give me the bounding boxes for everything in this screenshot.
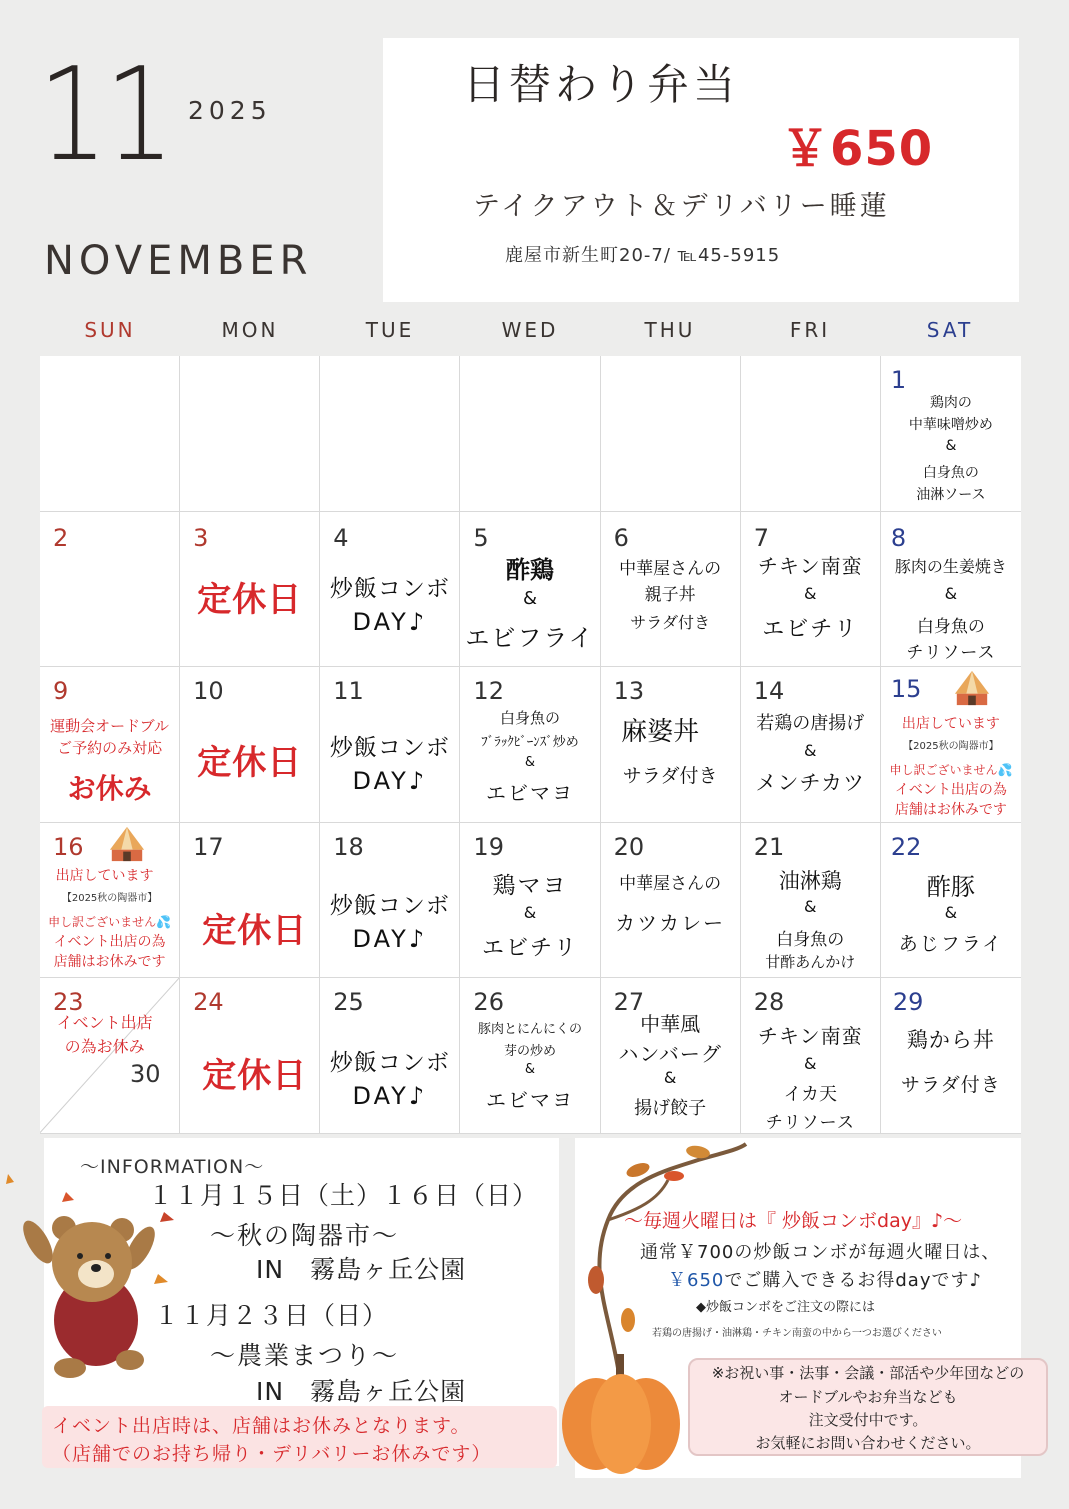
day-number: 13 — [613, 677, 645, 706]
day-number: 5 — [473, 523, 489, 552]
info-heading: ～INFORMATION～ — [80, 1156, 265, 1178]
tuesday-note: 若鶏の唐揚げ・油淋鶏・チキン南蛮の中から一つお選びください — [652, 1328, 942, 1339]
calendar-day-28 — [741, 978, 881, 1134]
order-notice-line: ※お祝い事・法事・会議・部活や少年団などの — [711, 1364, 1025, 1382]
menu-line: & — [944, 583, 958, 603]
calendar-cell-empty — [741, 356, 881, 512]
calendar-day-25 — [320, 978, 460, 1134]
event-line: 店舗はお休みです — [894, 802, 1007, 819]
menu-line: エビマヨ — [485, 781, 574, 806]
menu-line: & — [804, 741, 817, 761]
menu-line: チリソース — [765, 1113, 855, 1134]
calendar-day-8 — [881, 512, 1021, 668]
closed-label: 定休日 — [202, 910, 308, 951]
closed-label: 定休日 — [202, 1056, 308, 1097]
shop-name: テイクアウト＆デリバリー睡蓮 — [473, 191, 890, 222]
menu-line: & — [663, 1068, 677, 1088]
day-number: 29 — [892, 988, 924, 1017]
calendar-day-3 — [180, 512, 320, 668]
day-number: 9 — [53, 677, 69, 706]
menu-line: & — [804, 896, 817, 916]
day-number: 7 — [753, 523, 769, 552]
menu-line: サラダ付き — [622, 765, 718, 788]
calendar-day-10 — [180, 667, 320, 823]
notice-line: イベント出店 — [56, 1013, 153, 1033]
calendar-day-27 — [601, 978, 741, 1134]
day-number: 11 — [333, 677, 364, 706]
tuesday-note-text: ◆炒飯コンボをご注文の際には — [696, 1300, 875, 1315]
day-number: 12 — [473, 677, 504, 706]
notice-line: の為お休み — [64, 1037, 145, 1057]
menu-line: 鶏肉の — [929, 395, 972, 411]
day-number: 21 — [753, 832, 785, 861]
calendar-day-22 — [881, 823, 1021, 979]
calendar-cell-empty — [320, 356, 460, 512]
circus-tent-icon — [953, 669, 991, 707]
calendar-day-26 — [460, 978, 600, 1134]
menu-line: & — [944, 902, 958, 922]
tuesday-line-rest: でご購入できるお得dayです♪ — [724, 1270, 982, 1291]
menu-line: 炒飯コンボ — [329, 735, 450, 762]
menu-line: 麻婆丼 — [621, 717, 700, 748]
day-number: 15 — [890, 675, 922, 704]
tuesday-price: ￥650 — [668, 1270, 725, 1291]
weekday-sat: SAT — [926, 318, 974, 342]
calendar-day-14 — [741, 667, 881, 823]
notice-line: （店舗でのお持ち帰り・デリバリーお休みです） — [52, 1443, 492, 1465]
tuesday-note — [696, 1296, 875, 1315]
day-number: 14 — [753, 677, 785, 706]
menu-line: 豚肉とにんにくの — [477, 1022, 582, 1038]
weekday-mon: MON — [221, 318, 279, 342]
calendar-day-12 — [460, 667, 600, 823]
menu-line: 酢豚 — [926, 872, 975, 901]
menu-line: サラダ付き — [901, 1074, 1001, 1097]
menu-line: 中華味噌炒め — [908, 417, 993, 433]
day-number: 17 — [193, 832, 224, 861]
menu-line: ハンバーグ — [618, 1042, 722, 1067]
calendar-day-23-30 — [40, 978, 180, 1134]
menu-line: チキン南蛮 — [757, 1024, 863, 1049]
event1-name: ～秋の陶器市～ — [210, 1221, 400, 1250]
calendar-day-15 — [881, 667, 1021, 823]
day-number: 4 — [333, 523, 349, 552]
shop-address: 鹿屋市新生町20-7/ ℡45-5915 — [505, 245, 781, 266]
order-notice-line: オードブルやお弁当なども — [778, 1388, 958, 1406]
calendar-day-1 — [881, 356, 1021, 512]
event-line: 【2025秋の陶器市】 — [61, 892, 158, 904]
calendar-day-2 — [40, 512, 180, 668]
day-number: 24 — [193, 988, 224, 1017]
day-number: 6 — [613, 523, 629, 552]
weekday-thu: THU — [644, 318, 696, 342]
menu-line: & — [523, 902, 537, 922]
menu-line: 酢鶏 — [505, 555, 554, 584]
closed-label: 定休日 — [197, 743, 303, 784]
menu-line: 親子丼 — [644, 584, 696, 605]
menu-line: 芽の炒め — [503, 1044, 556, 1060]
menu-line: 中華風 — [640, 1012, 701, 1037]
day-number: 20 — [613, 832, 645, 861]
day-number: 3 — [193, 523, 209, 552]
menu-line: DAY♪ — [352, 924, 428, 953]
event1-date: １１月１５日（土）１６日（日） — [148, 1181, 539, 1210]
order-notice-line: お気軽にお問い合わせください。 — [755, 1434, 981, 1452]
menu-line: エビフライ — [465, 623, 595, 652]
calendar-day-24 — [180, 978, 320, 1134]
notice-line: ご予約のみ対応 — [57, 739, 163, 758]
circus-tent-icon — [108, 825, 146, 863]
menu-line: 白身魚の — [776, 929, 845, 950]
menu-line: 炒飯コンボ — [329, 892, 450, 919]
menu-line: & — [804, 1054, 817, 1074]
event2-name: ～農業まつり～ — [210, 1341, 400, 1370]
month-number: 11 — [38, 41, 172, 190]
day-number: 26 — [473, 988, 504, 1017]
year-label: 2025 — [188, 96, 272, 125]
day-number: 25 — [333, 988, 364, 1017]
notice-line: イベント出店時は、店舗はお休みとなります。 — [52, 1415, 471, 1437]
menu-line: 白身魚の — [922, 465, 979, 481]
event-line: 店舗はお休みです — [53, 953, 166, 970]
menu-line: メンチカツ — [755, 771, 866, 796]
event-line: 申し訳ございません💦 — [889, 763, 1013, 778]
calendar-day-5 — [460, 512, 600, 668]
event-line: イベント出店の為 — [53, 933, 166, 950]
tuesday-line: 通常￥700の炒飯コンボが毎週火曜日は、 — [640, 1242, 1001, 1263]
calendar-day-19 — [460, 823, 600, 979]
menu-line: 炒飯コンボ — [329, 1050, 450, 1077]
menu-line: DAY♪ — [352, 607, 428, 636]
day-number: 2 — [53, 523, 69, 552]
weekday-tue: TUE — [365, 318, 415, 342]
menu-line: 油淋鶏 — [778, 868, 842, 893]
calendar-day-9 — [40, 667, 180, 823]
event-line: イベント出店の為 — [894, 782, 1007, 799]
month-name: NOVEMBER — [44, 238, 313, 284]
menu-line: カツカレー — [615, 910, 726, 935]
autumn-leaf-icon — [0, 1172, 190, 1302]
calendar-day-11 — [320, 667, 460, 823]
menu-line: 中華屋さんの — [619, 558, 722, 579]
menu-line: 中華屋さんの — [619, 873, 722, 894]
menu-line: チリソース — [906, 642, 996, 663]
menu-line: & — [524, 1062, 536, 1078]
weekday-sun: SUN — [84, 318, 136, 342]
event-line: 出店しています — [901, 716, 1000, 733]
day-number: 28 — [753, 988, 785, 1017]
weekday-wed: WED — [501, 318, 559, 342]
event-line: 【2025秋の陶器市】 — [903, 741, 999, 753]
menu-line: イカ天 — [783, 1084, 837, 1106]
pumpkin-illustration — [556, 1352, 686, 1476]
day-number: 30 — [130, 1060, 161, 1089]
menu-line: エビマヨ — [485, 1088, 574, 1113]
closed-label: 定休日 — [197, 579, 303, 620]
menu-line: 若鶏の唐揚げ — [756, 713, 865, 735]
calendar-day-7 — [741, 512, 881, 668]
day-number: 27 — [613, 988, 645, 1017]
menu-title: 日替わり弁当 — [463, 60, 740, 109]
menu-line: 甘酢あんかけ — [765, 952, 856, 971]
calendar-cell-empty — [460, 356, 600, 512]
tuesday-heading: ～毎週火曜日は『 炒飯コンボday』♪～ — [624, 1210, 963, 1232]
menu-line: エビチリ — [762, 616, 859, 642]
event2-place: IN 霧島ヶ丘公園 — [256, 1377, 467, 1406]
calendar-day-21 — [741, 823, 881, 979]
closed-label: お休み — [67, 772, 152, 806]
day-number: 18 — [333, 832, 364, 861]
menu-line: & — [945, 438, 957, 454]
menu-line: 豚肉の生姜焼き — [894, 556, 1007, 576]
title-box — [383, 38, 1019, 302]
event1-place: IN 霧島ヶ丘公園 — [256, 1255, 467, 1284]
calendar-day-29 — [881, 978, 1021, 1134]
menu-line: エビチリ — [481, 935, 578, 961]
calendar-grid — [40, 356, 1021, 1134]
menu-line: & — [804, 583, 817, 603]
menu-line: DAY♪ — [352, 767, 428, 796]
event2-date: １１月２３日（日） — [154, 1301, 389, 1330]
menu-line: & — [522, 587, 538, 609]
menu-line: 鶏から丼 — [906, 1028, 995, 1053]
day-number: 1 — [890, 366, 907, 394]
menu-line: 揚げ餃子 — [634, 1098, 707, 1120]
event-line: 申し訳ございません💦 — [48, 914, 172, 929]
calendar-cell-empty — [40, 356, 180, 512]
menu-line: 油淋ソース — [916, 487, 986, 503]
event-line: 出店しています — [55, 867, 154, 884]
day-number: 16 — [53, 832, 84, 861]
weekday-fri: FRI — [789, 318, 831, 342]
calendar-day-16 — [40, 823, 180, 979]
day-number: 23 — [53, 988, 84, 1017]
tuesday-line — [668, 1266, 982, 1292]
calendar-cell-empty — [601, 356, 741, 512]
order-notice-line: 注文受付中です。 — [808, 1411, 928, 1429]
calendar-day-20 — [601, 823, 741, 979]
menu-line: ﾌﾞﾗｯｸﾋﾞｰﾝｽﾞ炒め — [481, 735, 579, 751]
calendar-day-17 — [180, 823, 320, 979]
notice-line: 運動会オードブル — [50, 717, 170, 736]
day-number: 22 — [890, 832, 922, 861]
day-number: 10 — [193, 677, 224, 706]
calendar-day-6 — [601, 512, 741, 668]
day-number: 19 — [473, 832, 504, 861]
calendar-day-18 — [320, 823, 460, 979]
menu-line: チキン南蛮 — [757, 553, 863, 578]
menu-line: DAY♪ — [352, 1082, 428, 1111]
calendar-day-13 — [601, 667, 741, 823]
menu-line: あじフライ — [898, 932, 1004, 955]
calendar-day-4 — [320, 512, 460, 668]
menu-line: 炒飯コンボ — [329, 575, 450, 602]
day-number: 8 — [890, 523, 907, 552]
calendar-cell-empty — [180, 356, 320, 512]
menu-line: 白身魚の — [916, 616, 985, 637]
menu-line: サラダ付き — [630, 612, 711, 632]
menu-line: & — [524, 755, 536, 771]
menu-line: 白身魚の — [499, 709, 560, 728]
menu-price: ￥650 — [781, 121, 934, 177]
menu-line: 鶏マヨ — [492, 872, 568, 899]
